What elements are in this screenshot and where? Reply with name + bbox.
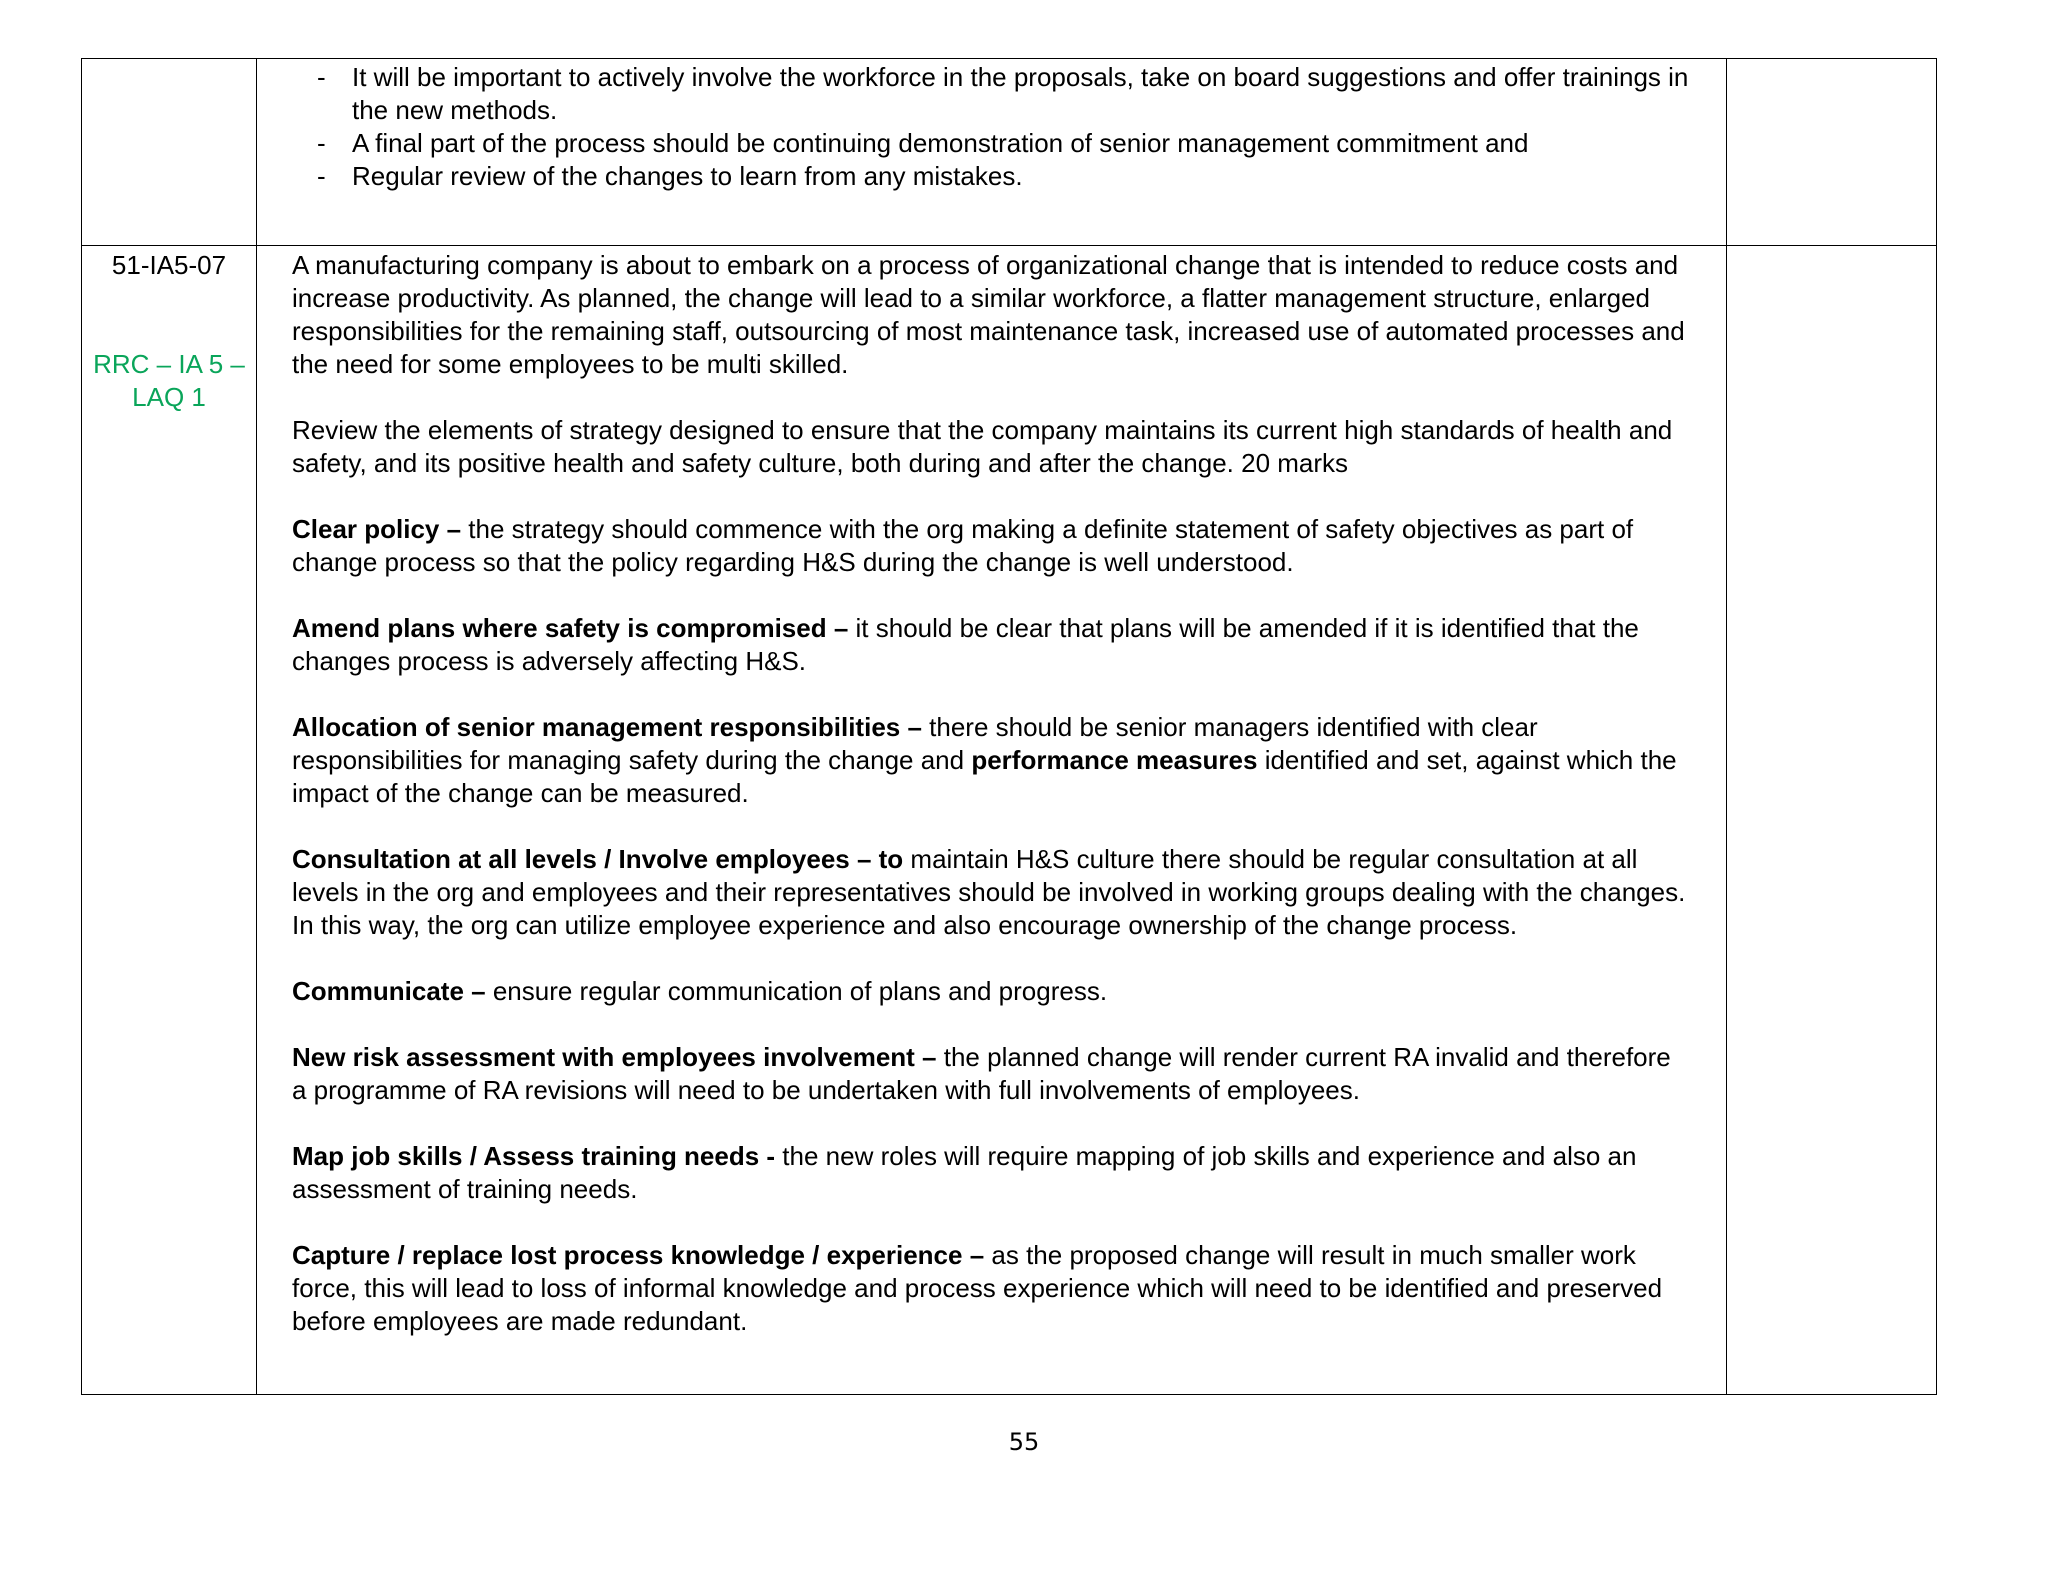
point-consultation: Consultation at all levels / Involve employees – to maintain H&S culture there should be regular consultation at all levels in the org and employees and their representatives should be involved in working groups dealing with the changes. In this way, the org can utilize employee experience and also encourage ownership of the change process. — [292, 844, 1686, 940]
point-communicate: Communicate – ensure regular communication of plans and progress. — [292, 976, 1108, 1006]
table-row — [82, 246, 1937, 1395]
question-id: 51-IA5-07 — [111, 250, 227, 280]
list-item: - A final part of the process should be continuing demonstration of senior management commitment and — [317, 128, 1529, 158]
mark-cell-empty — [1727, 59, 1937, 246]
point-job-skills: Map job skills / Assess training needs - the new roles will require mapping of job skills and experience and also an assessment of training needs. — [292, 1141, 1637, 1204]
question-intro: A manufacturing company is about to embark on a process of organizational change that is intended to reduce costs and increase productivity. As planned, the change will lead to a similar workforce, a flatter management structure, enlarged responsibilities for the remaining staff, outsourcing of most maintenance task, increased use of automated processes and the need for some employees to be multi skilled. — [292, 250, 1685, 379]
answer-table — [81, 58, 1937, 1395]
question-reference: RRC – IA 5 – LAQ 1 — [93, 349, 245, 412]
list-item: - Regular review of the changes to learn from any mistakes. — [317, 161, 1023, 191]
table-row — [82, 59, 1937, 246]
answer-cell — [257, 246, 1727, 1395]
point-senior-management: Allocation of senior management responsibilities – there should be senior managers identified with clear responsibilities for managing safety during the change and performance measures identified and set, against which the impact of the change can be measured. — [292, 712, 1677, 808]
id-cell-empty — [82, 59, 257, 246]
id-cell — [82, 246, 257, 1395]
point-process-knowledge: Capture / replace lost process knowledge / experience – as the proposed change will result in much smaller work force, this will lead to loss of informal knowledge and process experience which will need to be identified and preserved before employees are made redundant. — [292, 1240, 1663, 1336]
question-task: Review the elements of strategy designed to ensure that the company maintains its current high standards of health and safety, and its positive health and safety culture, both during and after the change. 20 marks — [292, 415, 1673, 478]
bullet-cell — [257, 59, 1727, 246]
point-amend-plans: Amend plans where safety is compromised – it should be clear that plans will be amended if it is identified that the changes process is adversely affecting H&S. — [292, 613, 1639, 676]
page-number: 55 — [1008, 1428, 1040, 1456]
point-clear-policy: Clear policy – the strategy should commence with the org making a definite statement of safety objectives as part of change process so that the policy regarding H&S during the change is well understood. — [292, 514, 1634, 577]
list-item: - It will be important to actively involve the workforce in the proposals, take on board suggestions and offer trainings in the new methods. — [317, 62, 1689, 125]
bullet-list — [257, 59, 1726, 193]
point-risk-assessment: New risk assessment with employees involvement – the planned change will render current RA invalid and therefore a programme of RA revisions will need to be undertaken with full involvements of employees. — [292, 1042, 1671, 1105]
mark-cell-empty — [1727, 246, 1937, 1395]
